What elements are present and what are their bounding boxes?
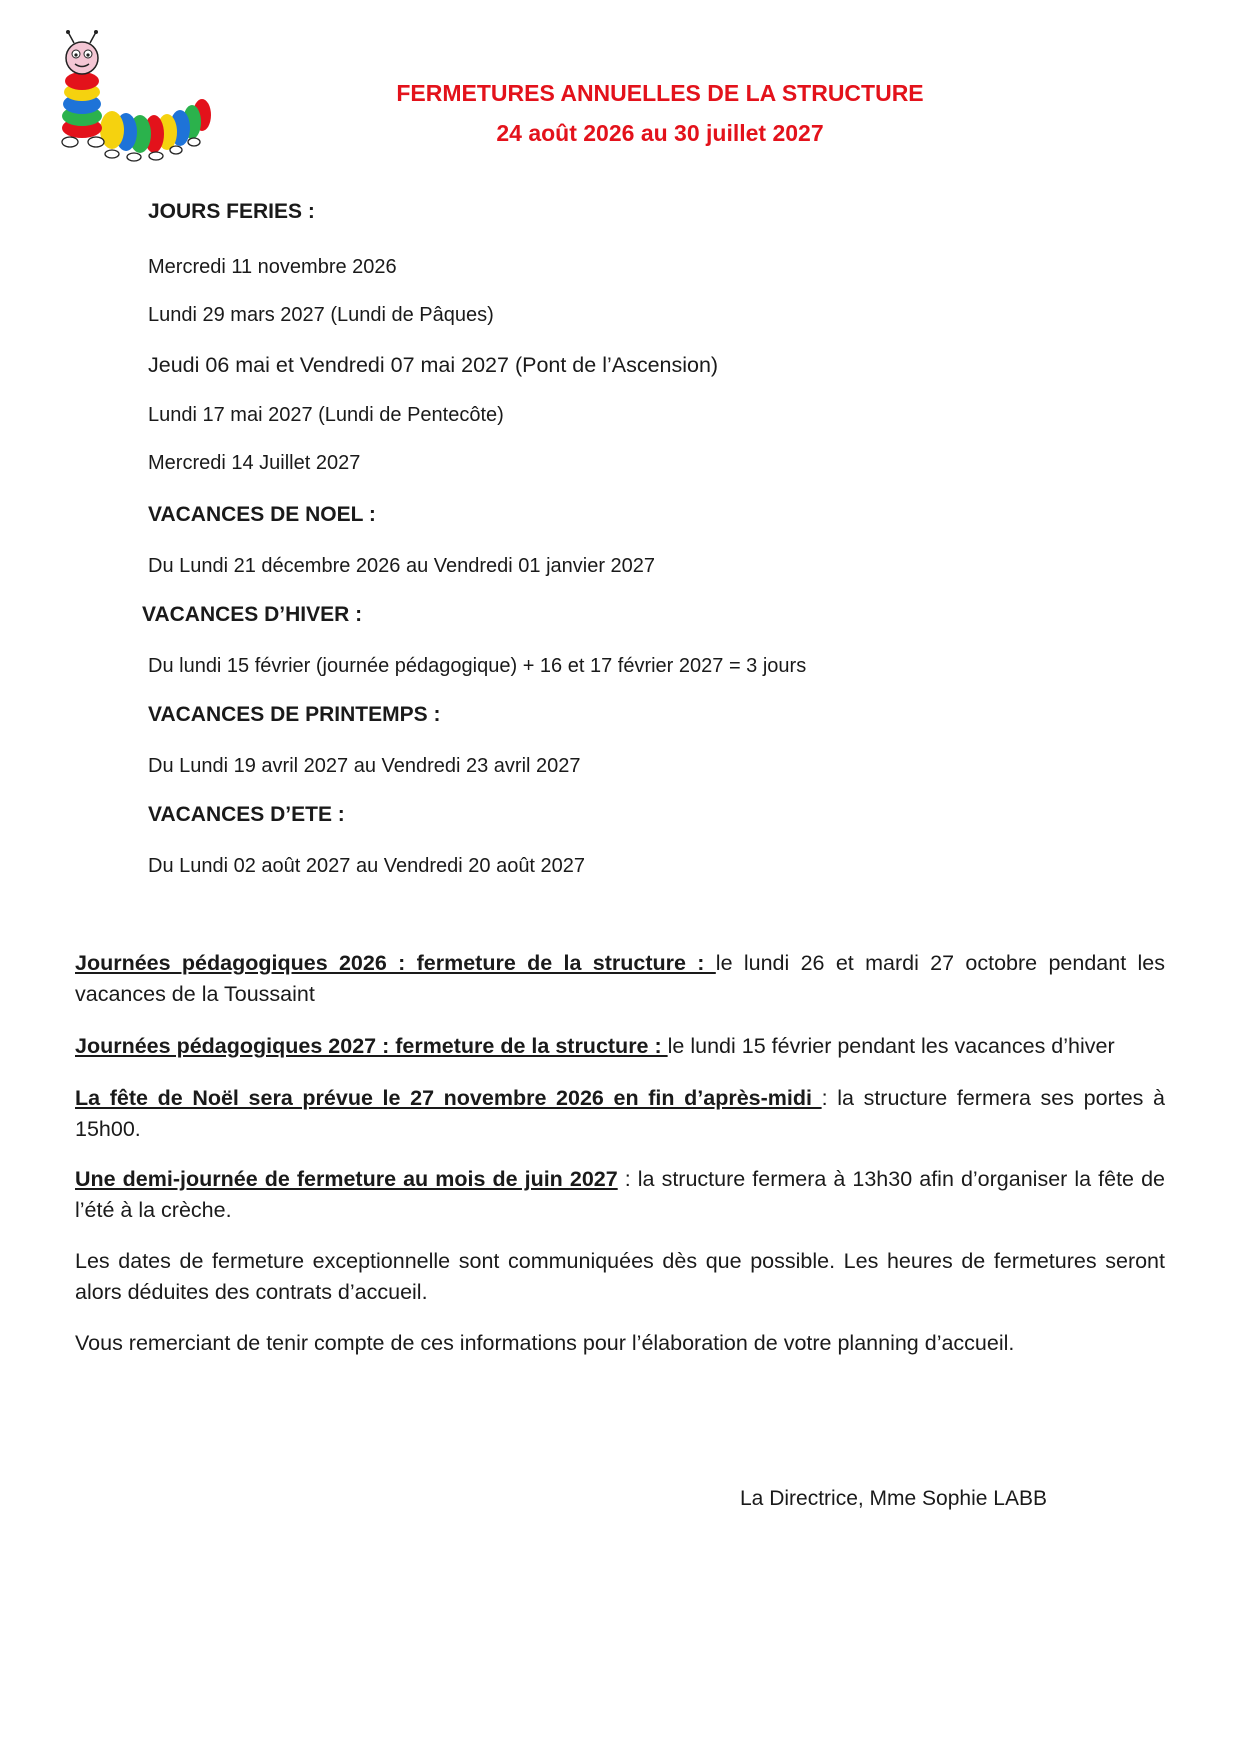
ferie-item: Mercredi 11 novembre 2026 (148, 256, 397, 278)
document-subtitle: 24 août 2026 au 30 juillet 2027 (496, 120, 824, 146)
ferie-item: Lundi 29 mars 2027 (Lundi de Pâques) (148, 304, 494, 326)
paragraph-text: : la structure fermera à 13h30 afin d’organiser la fête de l’été à la crèche. (75, 1167, 1165, 1222)
paragraph-pedago-2026 (75, 948, 1165, 1010)
paragraph-label: Journées pédagogiques 2027 : fermeture de la structure : (75, 1034, 668, 1058)
paragraph-label: La fête de Noël sera prévue le 27 novembre 2026 en fin d’après-midi (75, 1086, 822, 1110)
paragraph-pedago-2027 (75, 1031, 1165, 1062)
paragraph-label: Une demi-journée de fermeture au mois de juin 2027 (75, 1167, 618, 1191)
paragraph-demi-journee (75, 1164, 1165, 1226)
noel-dates: Du Lundi 21 décembre 2026 au Vendredi 01 janvier 2027 (148, 555, 656, 577)
paragraph-fermeture-exceptionnelle: Les dates de fermeture exceptionnelle sont communiquées dès que possible. Les heures de fermetures seront alors déduites des contrats d’accueil. (75, 1249, 1165, 1304)
noel-heading: VACANCES DE NOEL : (148, 503, 376, 526)
ete-heading: VACANCES D’ETE : (148, 803, 345, 826)
ferie-item: Mercredi 14 Juillet 2027 (148, 452, 361, 474)
signature: La Directrice, Mme Sophie LABB (740, 1487, 1047, 1510)
paragraph-text: le lundi 26 et mardi 27 octobre pendant les vacances de la Toussaint (75, 951, 1165, 1006)
document-title: FERMETURES ANNUELLES DE LA STRUCTURE (396, 80, 924, 106)
ete-dates: Du Lundi 02 août 2027 au Vendredi 20 août 2027 (148, 855, 586, 877)
hiver-dates: Du lundi 15 février (journée pédagogique) + 16 et 17 février 2027 = 3 jours (148, 655, 807, 677)
paragraph-text: le lundi 15 février pendant les vacances d’hiver (667, 1034, 1115, 1058)
feries-heading: JOURS FERIES : (148, 200, 315, 223)
paragraph-label: Journées pédagogiques 2026 : fermeture de la structure : (75, 951, 716, 975)
paragraph-fete-noel (75, 1083, 1165, 1145)
ferie-item: Lundi 17 mai 2027 (Lundi de Pentecôte) (148, 404, 504, 426)
caterpillar-logo (52, 30, 222, 170)
paragraph-remerciement: Vous remerciant de tenir compte de ces informations pour l’élaboration de votre planning d’accueil. (75, 1331, 1015, 1355)
hiver-heading: VACANCES D’HIVER : (142, 603, 363, 626)
ferie-item: Jeudi 06 mai et Vendredi 07 mai 2027 (Pont de l’Ascension) (148, 353, 719, 377)
printemps-heading: VACANCES DE PRINTEMPS : (148, 703, 441, 726)
printemps-dates: Du Lundi 19 avril 2027 au Vendredi 23 avril 2027 (148, 755, 581, 777)
paragraph-text: : la structure fermera ses portes à 15h00. (75, 1086, 1165, 1141)
